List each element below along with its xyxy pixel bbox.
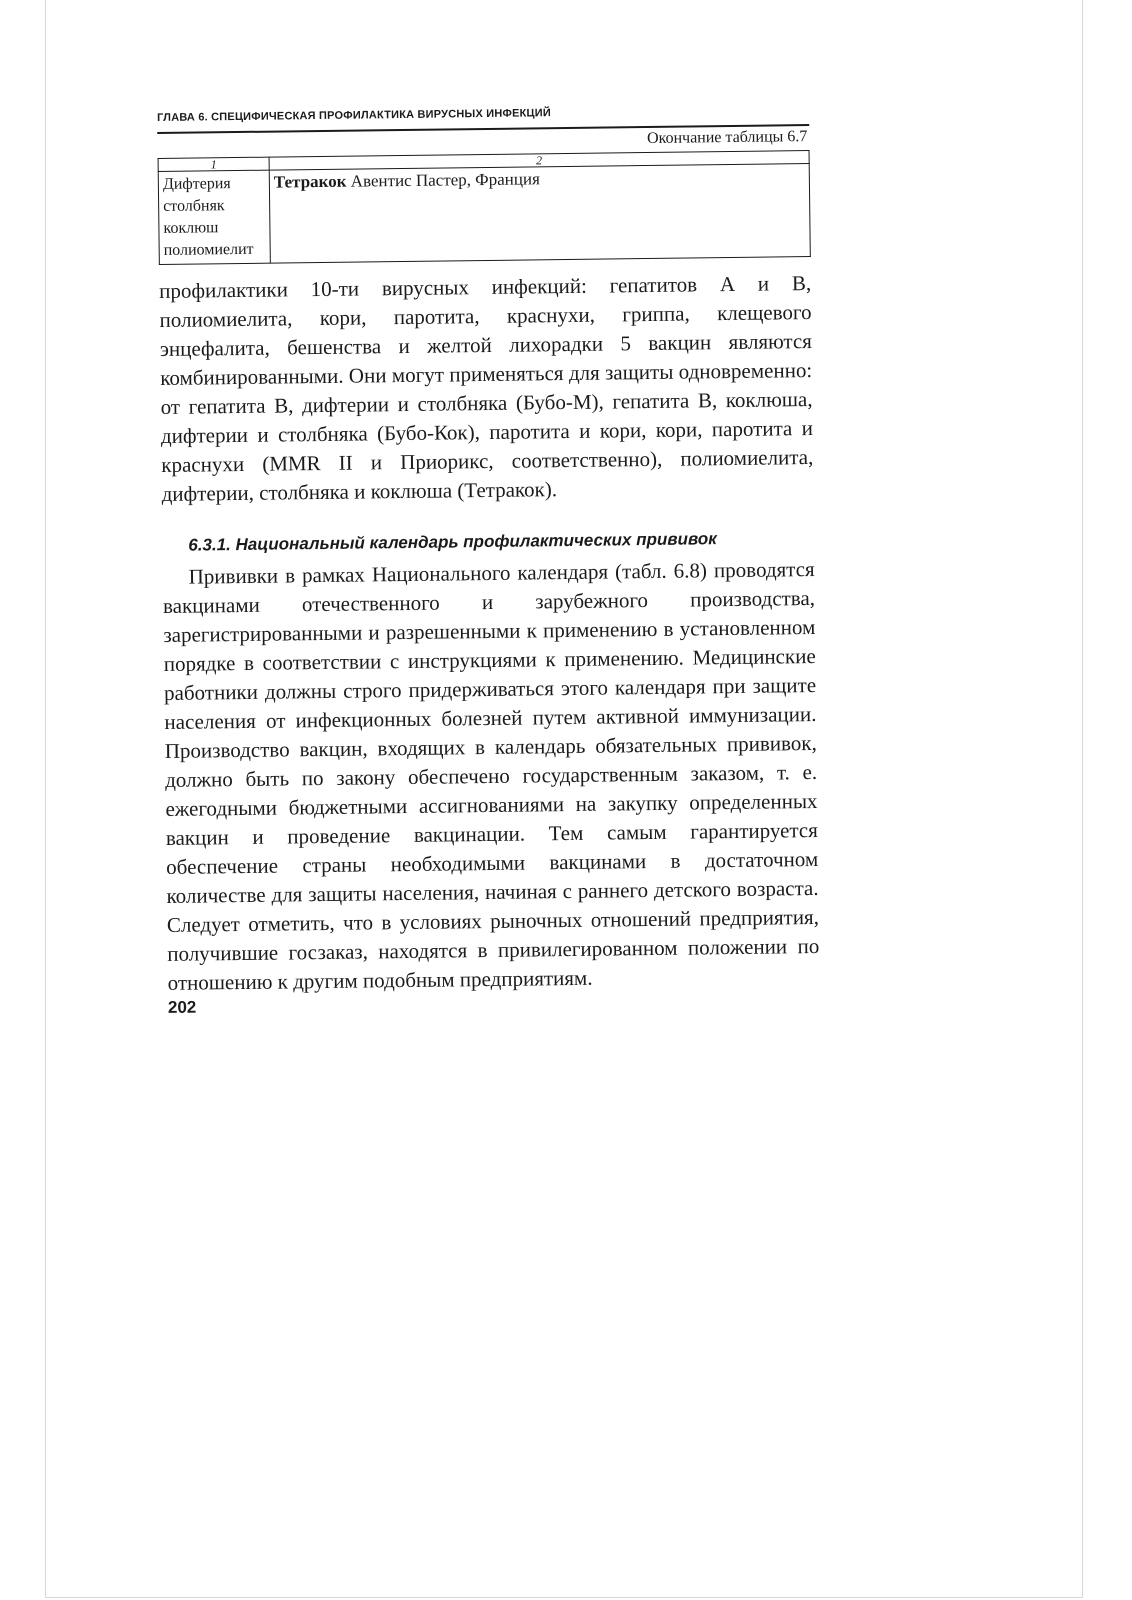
section-title: 6.3.1. Национальный календарь профилактических прививок [188,529,717,555]
page-number: 202 [167,997,197,1017]
column-number-1: 1 [158,157,269,171]
table-row [158,164,810,265]
vaccine-table [158,150,811,265]
intro-paragraph: профилактики 10-ти вирусных инфекций: гепатитов А и В, полиомиелита, кори, паротита, краснухи, гриппа, клещевого энцефалита, бешенства и желтой лихорадки 5 вакцин являются комбинированными. Они могут применяться для защиты одновременно: от гепатита В, дифтерии и столбняка (Бубо-М), гепатита В, коклюша, дифтерии и столбняка (Бубо-Кок), паротита и кори, кори, паротита и краснухи (MMR II и Приорикс, соответственно), полиомиелита, дифтерии, столбняка и коклюша (Тетракок). [159,271,814,506]
main-paragraph: Прививки в рамках Национального календаря (табл. 6.8) проводятся вакцинами отечественного и зарубежного производства, зарегистрированными и разрешенными к применению в установленном порядке в соответствии с инструкциями к применению. Медицинские работники должны строго придерживаться этого календаря при защите населения от инфекционных болезней путем активной иммунизации. Производство вакцин, входящих в календарь обязательных прививок, должно быть по закону обеспечено государственным заказом, т. е. ежегодными бюджетными ассигнованиями на закупку определенных вакцин и проведение вакцинации. Тем самым гарантируется обеспечение страны необходимыми вакцинами в достаточном количестве для защиты населения, начиная с раннего детского возраста. Следует отметить, что в условиях рыночных отношений предприятия, получившие госзаказ, находятся в привилегированном положении по отношению к другим подобным предприятиям. [162,557,820,995]
vaccine-cell [269,164,810,264]
column-number-2: 2 [269,151,809,171]
vaccine-name: Тетракок [273,171,347,192]
running-head: ГЛАВА 6. СПЕЦИФИЧЕСКАЯ ПРОФИЛАКТИКА ВИРУСНЫХ ИНФЕКЦИЙ [157,107,552,124]
infection-line: Дифтерия [162,175,231,193]
vaccine-maker: Авентис Пастер, Франция [350,169,540,191]
infections-cell [158,170,270,264]
infection-line: столбняк [163,197,225,215]
table-caption: Окончание таблицы 6.7 [646,128,808,148]
infection-line: коклюш [163,219,219,237]
infection-line: полиомиелит [163,240,254,259]
book-page [157,104,820,1018]
